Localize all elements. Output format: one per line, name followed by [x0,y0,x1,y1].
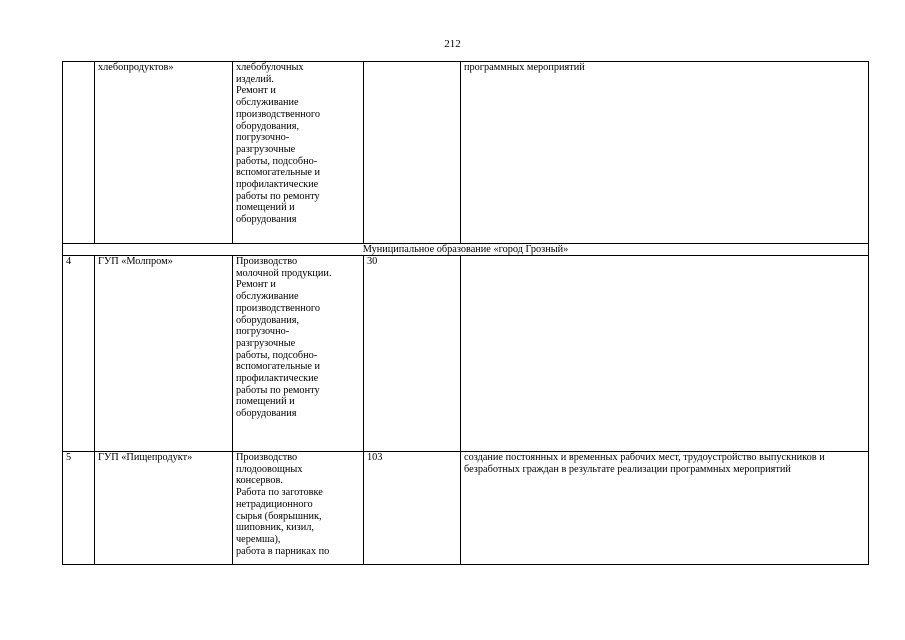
effect-cell: программных мероприятий [461,62,869,244]
table-row [63,452,869,565]
row-index-cell [63,62,95,244]
page-number: 212 [444,38,461,50]
enterprise-name-cell: ГУП «Молпром» [95,256,233,452]
section-title: Муниципальное образование «город Грозный» [63,244,869,256]
section-row [63,244,869,256]
enterprise-name-cell: хлебопродуктов» [95,62,233,244]
jobs-count-cell [364,62,461,244]
row-index-cell: 4 [63,256,95,452]
row-index-cell: 5 [63,452,95,565]
enterprise-table [62,61,869,565]
enterprise-name-cell: ГУП «Пищепродукт» [95,452,233,565]
table-row [63,256,869,452]
products-cell: Производство плодоовощных консервов. Работа по заготовке нетрадиционного сырья (боярышник, шиповник, кизил, черемша), работа в парниках по [233,452,364,565]
products-cell: хлебобулочных изделий. Ремонт и обслуживание производственного оборудования, погрузочно- разгрузочные работы, подсобно- вспомогательные и профилактические работы по ремонту помещений и оборудования [233,62,364,244]
jobs-count-cell: 103 [364,452,461,565]
table-row [63,62,869,244]
effect-cell [461,256,869,452]
jobs-count-cell: 30 [364,256,461,452]
effect-cell: создание постоянных и временных рабочих мест, трудоустройство выпускников и безработных граждан в результате реализации программных мероприятий [461,452,869,565]
products-cell: Производство молочной продукции. Ремонт и обслуживание производственного оборудования, погрузочно- разгрузочные работы, подсобно- вспомогательные и профилактические работы по ремонту помещений и оборудования [233,256,364,452]
